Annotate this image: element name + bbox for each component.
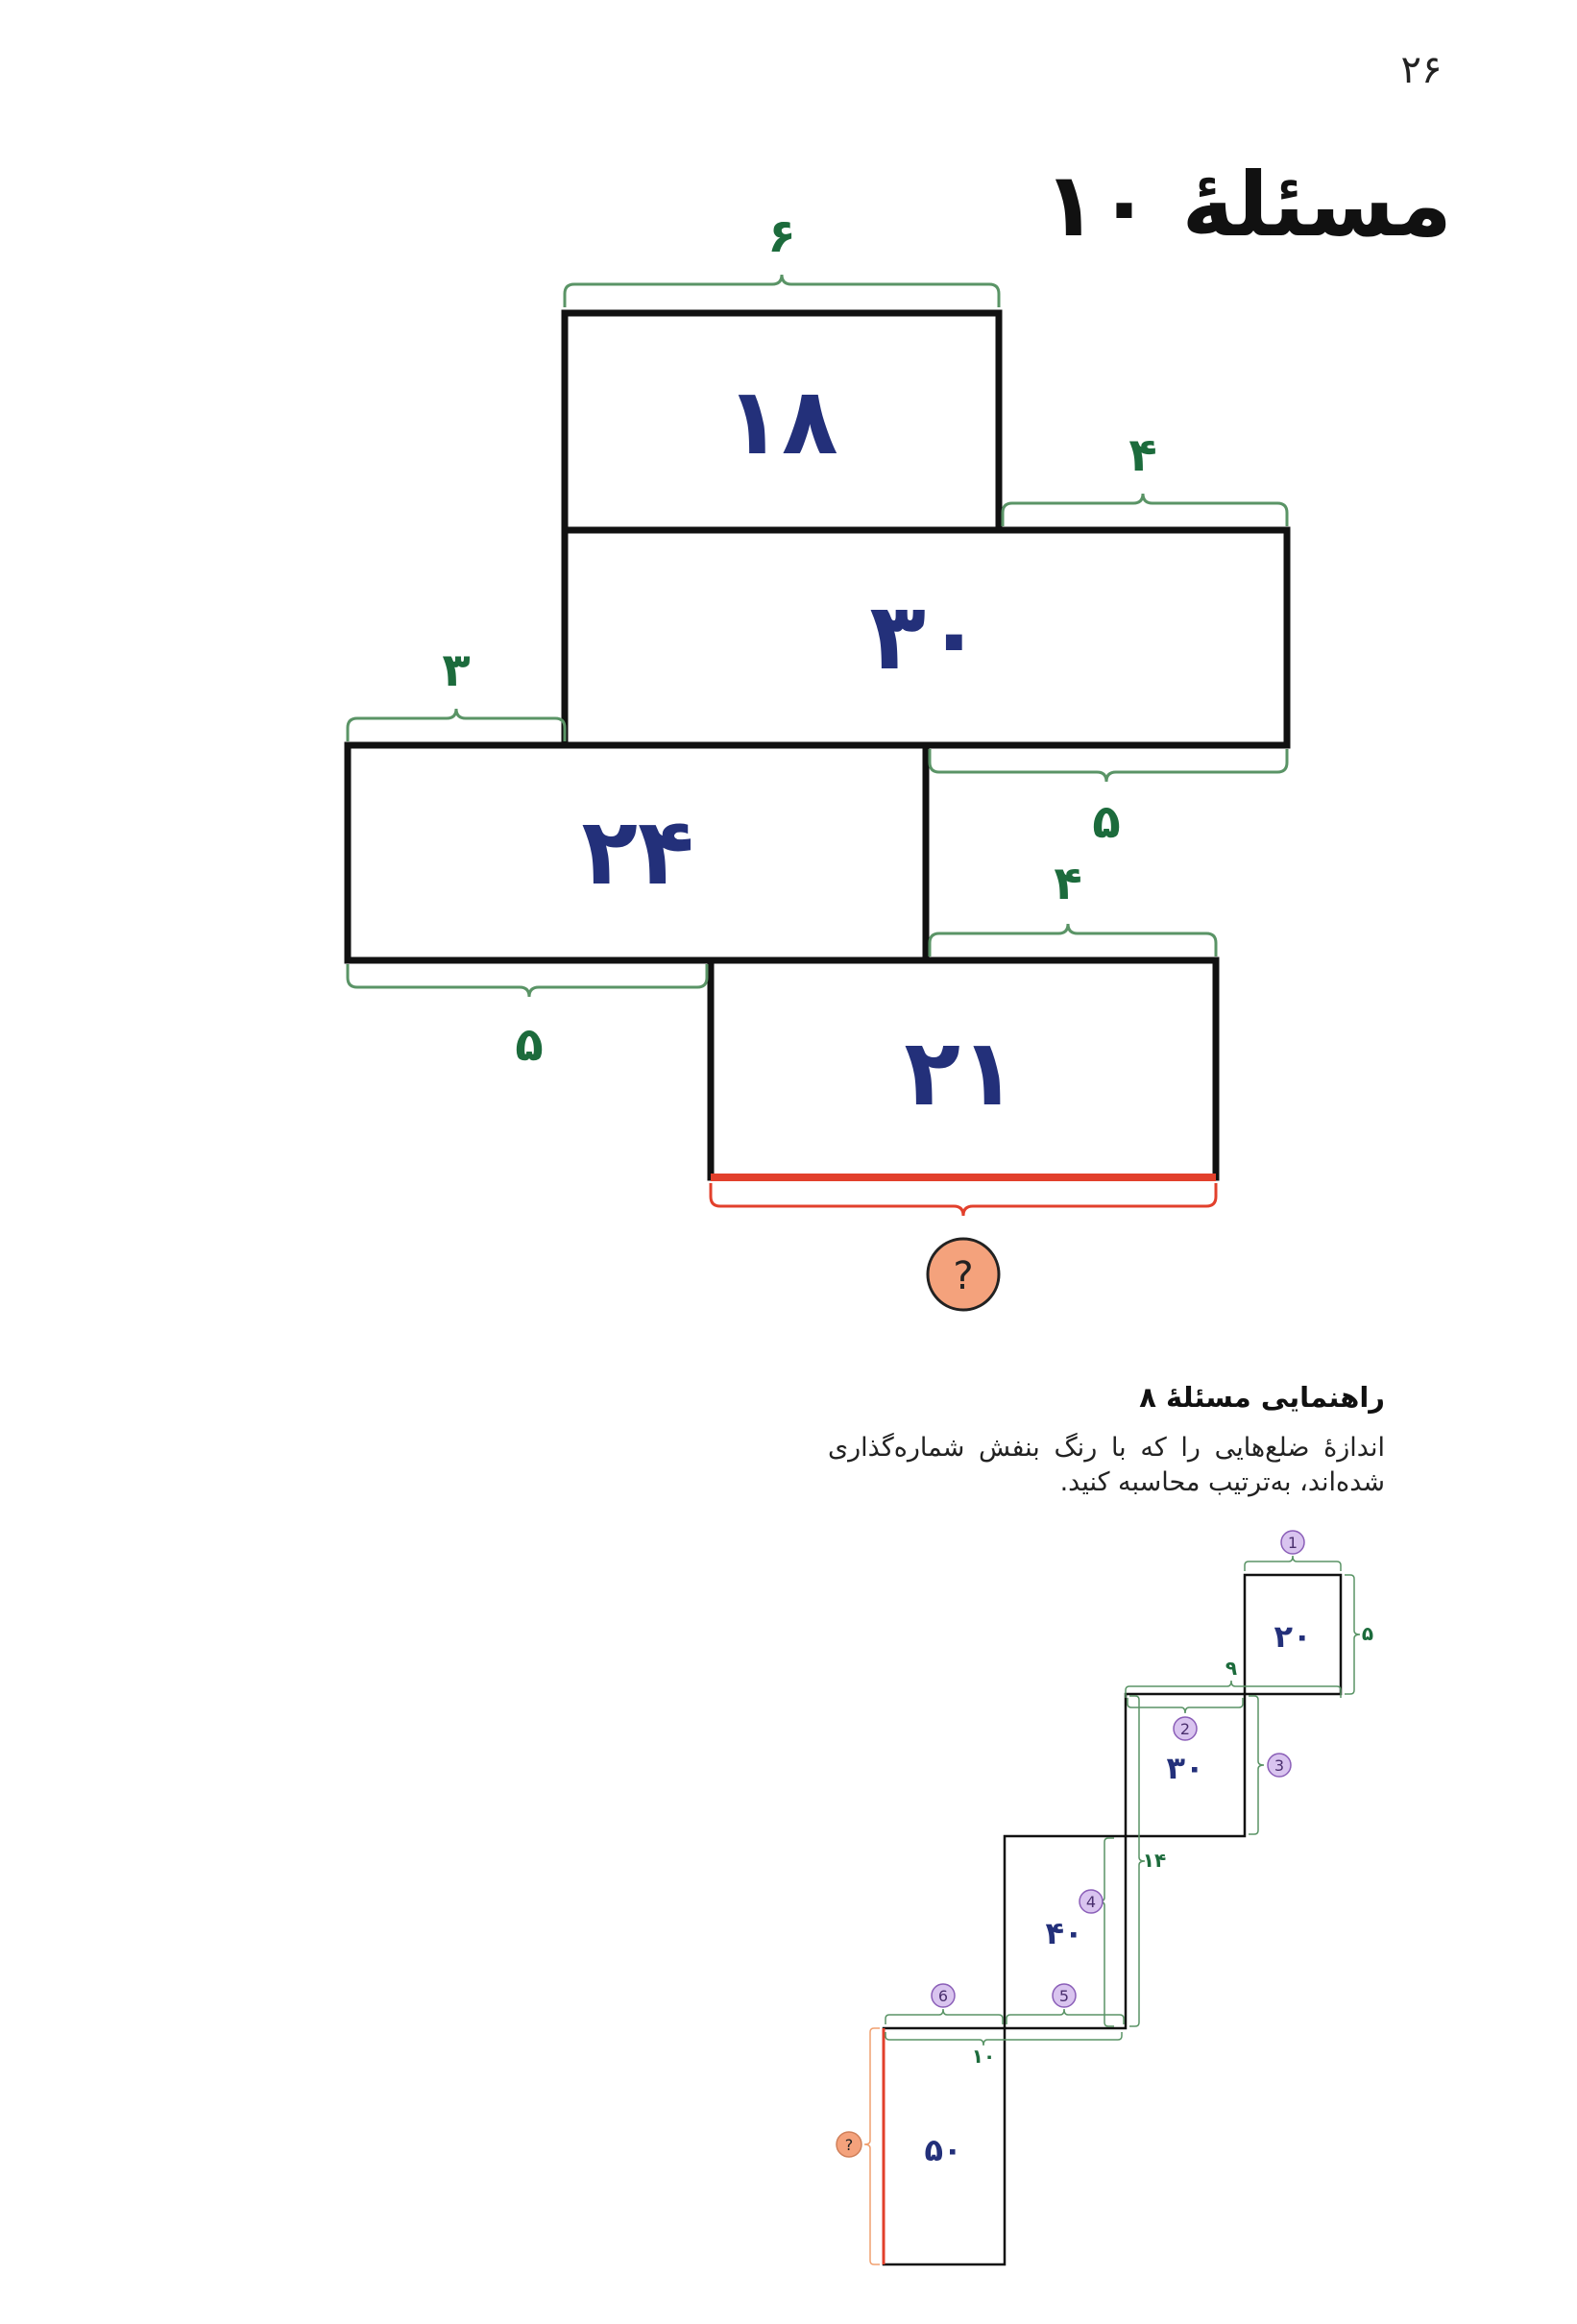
hint-brace-marker-2 <box>1128 1698 1243 1713</box>
hint-area-label: ۲۰ <box>1274 1618 1312 1655</box>
hint-brace-marker-6 <box>886 2009 1003 2024</box>
length-label: ۴ <box>1128 428 1157 482</box>
hint-question-mark: ? <box>844 2136 854 2154</box>
page-number: ۲۶ <box>1400 48 1443 92</box>
brace-third-left-extension <box>348 709 565 741</box>
hint-area-label: ۳۰ <box>1166 1750 1204 1786</box>
step-marker-label: 3 <box>1274 1756 1285 1775</box>
length-label: ۴ <box>1054 857 1082 910</box>
step-marker-label: 2 <box>1179 1720 1191 1738</box>
hint-title: راهنمایی مسئلهٔ ۸ <box>1139 1381 1385 1414</box>
brace-second-bottom-right <box>930 749 1287 782</box>
brace-unknown-width <box>711 1183 1216 1216</box>
step-marker-label: 1 <box>1287 1534 1298 1552</box>
hint-length-label: ۱۰ <box>971 2045 996 2068</box>
step-marker-label: 4 <box>1085 1893 1097 1911</box>
length-label: ۶ <box>767 209 796 263</box>
hint-length-label: ۵ <box>1361 1622 1374 1645</box>
step-marker-label: 6 <box>937 1987 949 2005</box>
problem-title: مسئلهٔ ۱۰ <box>1043 154 1452 256</box>
area-label: ۱۸ <box>725 368 838 475</box>
main-figure <box>348 209 1287 1310</box>
hint-brace-marker-1 <box>1245 1556 1341 1571</box>
hint-brace-marker-4 <box>1099 1838 1114 2026</box>
hint-brace-height-5 <box>1345 1575 1360 1694</box>
hint-figure <box>837 1531 1373 2264</box>
brace-third-bottom-left <box>348 964 707 997</box>
hint-area-label: ۵۰ <box>924 2132 962 2168</box>
length-label: ۵ <box>515 1018 544 1072</box>
hint-brace-marker-3 <box>1249 1696 1264 1834</box>
hint-area-label: ۴۰ <box>1045 1915 1083 1951</box>
brace-second-right-extension <box>1003 494 1287 526</box>
length-label: ۵ <box>1092 795 1121 849</box>
hint-length-label: ۹ <box>1225 1657 1238 1680</box>
hint-length-label: ۱۴ <box>1142 1849 1167 1872</box>
step-marker-label: 5 <box>1058 1987 1070 2005</box>
length-label: ۳ <box>442 643 471 697</box>
brace-top-width <box>565 275 999 307</box>
hint-text: اندازهٔ ضلع‌هایی را که با رنگ بنفش شماره‌گذاری شده‌اند، به‌ترتیب محاسبه کنید. <box>828 1433 1385 1497</box>
brace-fourth-top-right <box>930 924 1216 956</box>
area-label: ۲۴ <box>581 798 694 906</box>
hint-brace-marker-5 <box>1007 2009 1124 2024</box>
hint-brace-unknown <box>864 2028 880 2264</box>
area-label: ۲۱ <box>904 1019 1017 1126</box>
area-label: ۳۰ <box>869 583 983 690</box>
question-mark: ? <box>953 1254 974 1298</box>
hint-brace-width-9 <box>1126 1681 1341 1698</box>
